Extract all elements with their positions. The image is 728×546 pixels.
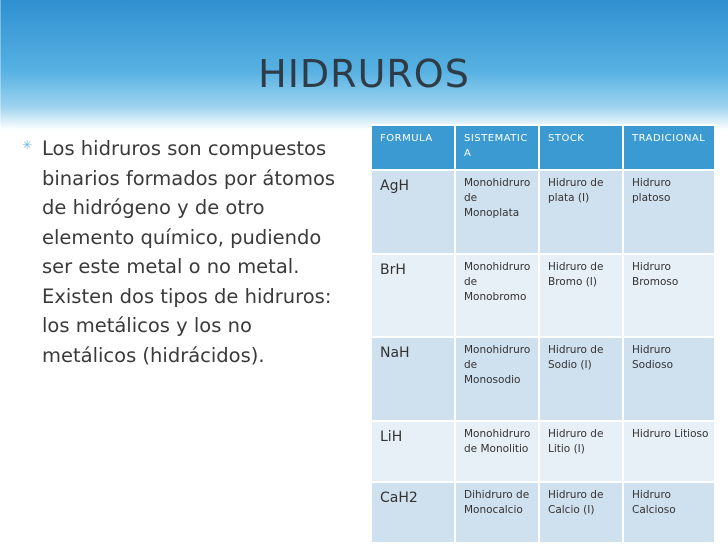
- table-row: [371, 421, 715, 482]
- header-tradicional: TRADICIONAL: [623, 125, 715, 170]
- hydrides-table: [370, 124, 716, 544]
- cell-stock: Hidruro de Bromo (I): [539, 254, 623, 338]
- asterisk-bullet-icon: ✳: [22, 138, 33, 152]
- table-row: [371, 337, 715, 421]
- header-stock: STOCK: [539, 125, 623, 170]
- cell-sistematica: Monohidruro de Monobromo: [455, 254, 539, 338]
- cell-sistematica: Monohidruro de Monosodio: [455, 337, 539, 421]
- cell-stock: Hidruro de plata (I): [539, 170, 623, 254]
- cell-formula: AgH: [371, 170, 455, 254]
- cell-formula: BrH: [371, 254, 455, 338]
- cell-tradicional: Hidruro platoso: [623, 170, 715, 254]
- table-row: [371, 254, 715, 338]
- cell-sistematica: Monohidruro de Monoplata: [455, 170, 539, 254]
- bullet-item: [22, 134, 342, 370]
- cell-stock: Hidruro de Calcio (I): [539, 482, 623, 543]
- cell-sistematica: Dihidruro de Monocalcio: [455, 482, 539, 543]
- bullet-text: Los hidruros son compuestos binarios formados por átomos de hidrógeno y de otro elemento químico, pudiendo ser este metal o no metal. Existen dos tipos de hidruros: los metálicos y los no metálicos (hidrácidos).: [42, 137, 336, 367]
- cell-formula: LiH: [371, 421, 455, 482]
- table-row: [371, 482, 715, 543]
- cell-formula: CaH2: [371, 482, 455, 543]
- cell-tradicional: Hidruro Bromoso: [623, 254, 715, 338]
- header-sistematica: SISTEMATICA: [455, 125, 539, 170]
- table-row: [371, 170, 715, 254]
- header-formula: FORMULA: [371, 125, 455, 170]
- table-header-row: [371, 125, 715, 170]
- slide-title: HIDRUROS: [258, 52, 470, 96]
- cell-tradicional: Hidruro Sodioso: [623, 337, 715, 421]
- cell-tradicional: Hidruro Litioso: [623, 421, 715, 482]
- cell-formula: NaH: [371, 337, 455, 421]
- cell-sistematica: Monohidruro de Monolitio: [455, 421, 539, 482]
- cell-tradicional: Hidruro Calcioso: [623, 482, 715, 543]
- cell-stock: Hidruro de Sodio (I): [539, 337, 623, 421]
- cell-stock: Hidruro de Litio (I): [539, 421, 623, 482]
